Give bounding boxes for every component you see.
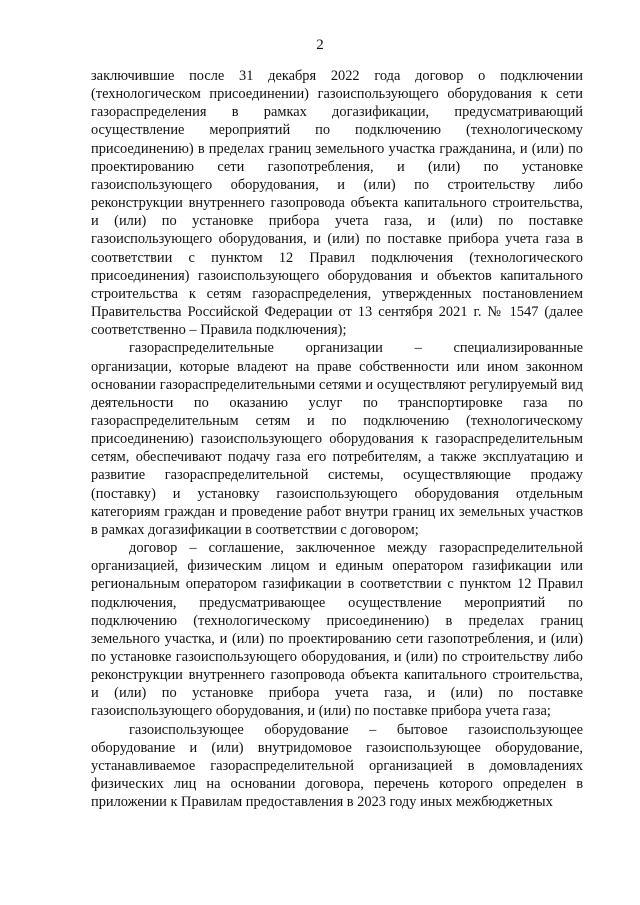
paragraph-continuation: заключившие после 31 декабря 2022 года договор о подключении (технологическом присоединении) газоиспользующего оборудования к сети газораспределения в рамках догазификации, предусматривающий осуществление мероприятий по подключению (технологическому присоединению) в пределах границ земельного участка гражданина, и (или) по проектированию сети газопотребления, и (или) по установке газоиспользующего оборудования, и (или) по строительству либо реконструкции внутреннего газопровода объекта капитального строительства, и (или) по установке прибора учета газа, и (или) по поставке газоиспользующего оборудования, и (или) по поставке прибора учета газа в соответствии с пунктом 12 Правил подключения (технологического присоединения) газоиспользующего оборудования и объектов капитального строительства к сетям газораспределения, утвержденных постановлением Правительства Российской Федерации от 13 сентября 2021 г. № 1547 (далее соответственно – Правила подключения); [91,68,583,339]
paragraph-definition-gas-equipment: газоиспользующее оборудование – бытовое газоиспользующее оборудование и (или) внутридомовое газоиспользующее оборудование, устанавливаемое газораспределительной организацией в домовладениях физических лиц на основании договора, перечень которого определен в приложении к Правилам предоставления в 2023 году иных межбюджетных [91,721,583,811]
document-body [91,67,583,811]
page-number: 2 [316,37,324,53]
paragraph-definition-gas-distribution-organizations: газораспределительные организации – специализированные организации, которые владеют на праве собственности или ином законном основании газораспределительными сетями и осуществляют регулируемый вид деятельности по оказанию услуг по транспортировке газа по газораспределительным сетям и по подключению (технологическому присоединению) газоиспользующего оборудования к газораспределительным сетям, обеспечивают подачу газа его потребителям, а также эксплуатацию и развитие газораспределительной системы, осуществляющие продажу (поставку) и установку газоиспользующего оборудования отдельным категориям граждан и проведение работ внутри границ их земельных участков в рамках догазификации в соответствии с договором; [91,340,583,538]
paragraph-definition-contract: договор – соглашение, заключенное между газораспределительной организацией, физическим лицом и единым оператором газификации или региональным оператором газификации в соответствии с пунктом 12 Правил подключения, предусматривающее осуществление мероприятий по подключению (технологическому присоединению) в пределах границ земельного участка, и (или) по проектированию сети газопотребления, и (или) по установке газоиспользующего оборудования, и (или) по строительству либо реконструкции внутреннего газопровода объекта капитального строительства, и (или) по установке прибора учета газа, и (или) по поставке газоиспользующего оборудования, и (или) по поставке прибора учета газа; [91,540,583,720]
